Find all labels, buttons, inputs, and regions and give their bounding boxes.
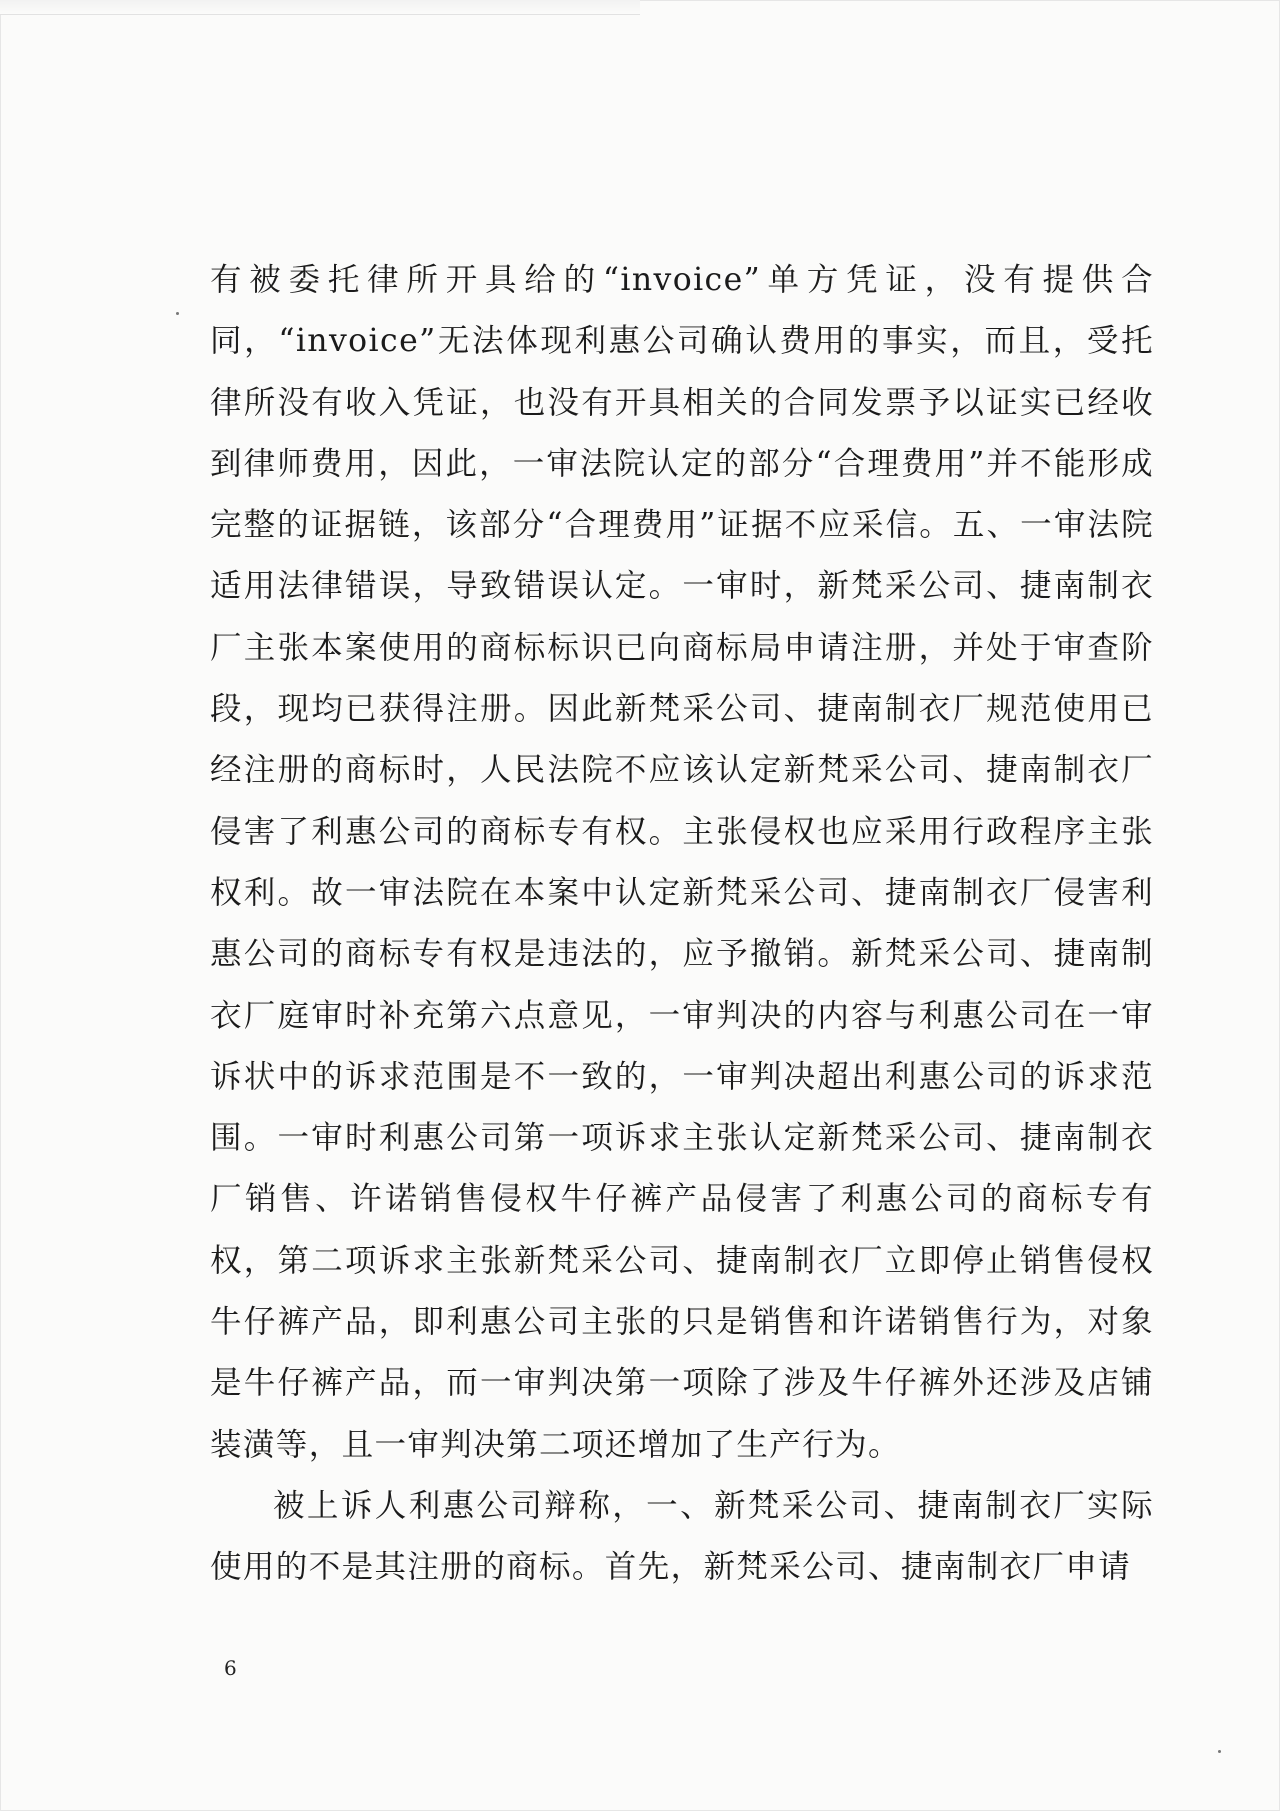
paragraph-continued: 有被委托律所开具给的“invoice”单方凭证，没有提供合同，“invoice”无法体现利惠公司确认费用的事实，而且，受托律所没有收入凭证，也没有开具相关的合同发票予以证实已经收到律师费用，因此，一审法院认定的部分“合理费用”并不能形成完整的证据链，该部分“合理费用”证据不应采信。五、一审法院适用法律错误，导致错误认定。一审时，新梵采公司、捷南制衣厂主张本案使用的商标标识已向商标局申请注册，并处于审查阶段，现均已获得注册。因此新梵采公司、捷南制衣厂规范使用已经注册的商标时，人民法院不应该认定新梵采公司、捷南制衣厂侵害了利惠公司的商标专有权。主张侵权也应采用行政程序主张权利。故一审法院在本案中认定新梵采公司、捷南制衣厂侵害利惠公司的商标专有权是违法的，应予撤销。新梵采公司、捷南制衣厂庭审时补充第六点意见，一审判决的内容与利惠公司在一审诉状中的诉求范围是不一致的，一审判决超出利惠公司的诉求范围。一审时利惠公司第一项诉求主张认定新梵采公司、捷南制衣厂销售、许诺销售侵权牛仔裤产品侵害了利惠公司的商标专有权，第二项诉求主张新梵采公司、捷南制衣厂立即停止销售侵权牛仔裤产品，即利惠公司主张的只是销售和许诺销售行为，对象是牛仔裤产品，而一审判决第一项除了涉及牛仔裤外还涉及店铺装潢等，且一审判决第二项还增加了生产行为。	[210, 262, 1154, 1463]
page-number: 6	[224, 1656, 237, 1680]
scan-edge	[0, 0, 640, 15]
scan-speck	[1218, 1750, 1221, 1753]
document-body	[210, 250, 1154, 1599]
scan-speck	[176, 312, 179, 315]
paragraph-appellee-defense: 被上诉人利惠公司辩称，一、新梵采公司、捷南制衣厂实际使用的不是其注册的商标。首先，新梵采公司、捷南制衣厂申请	[210, 1487, 1154, 1586]
